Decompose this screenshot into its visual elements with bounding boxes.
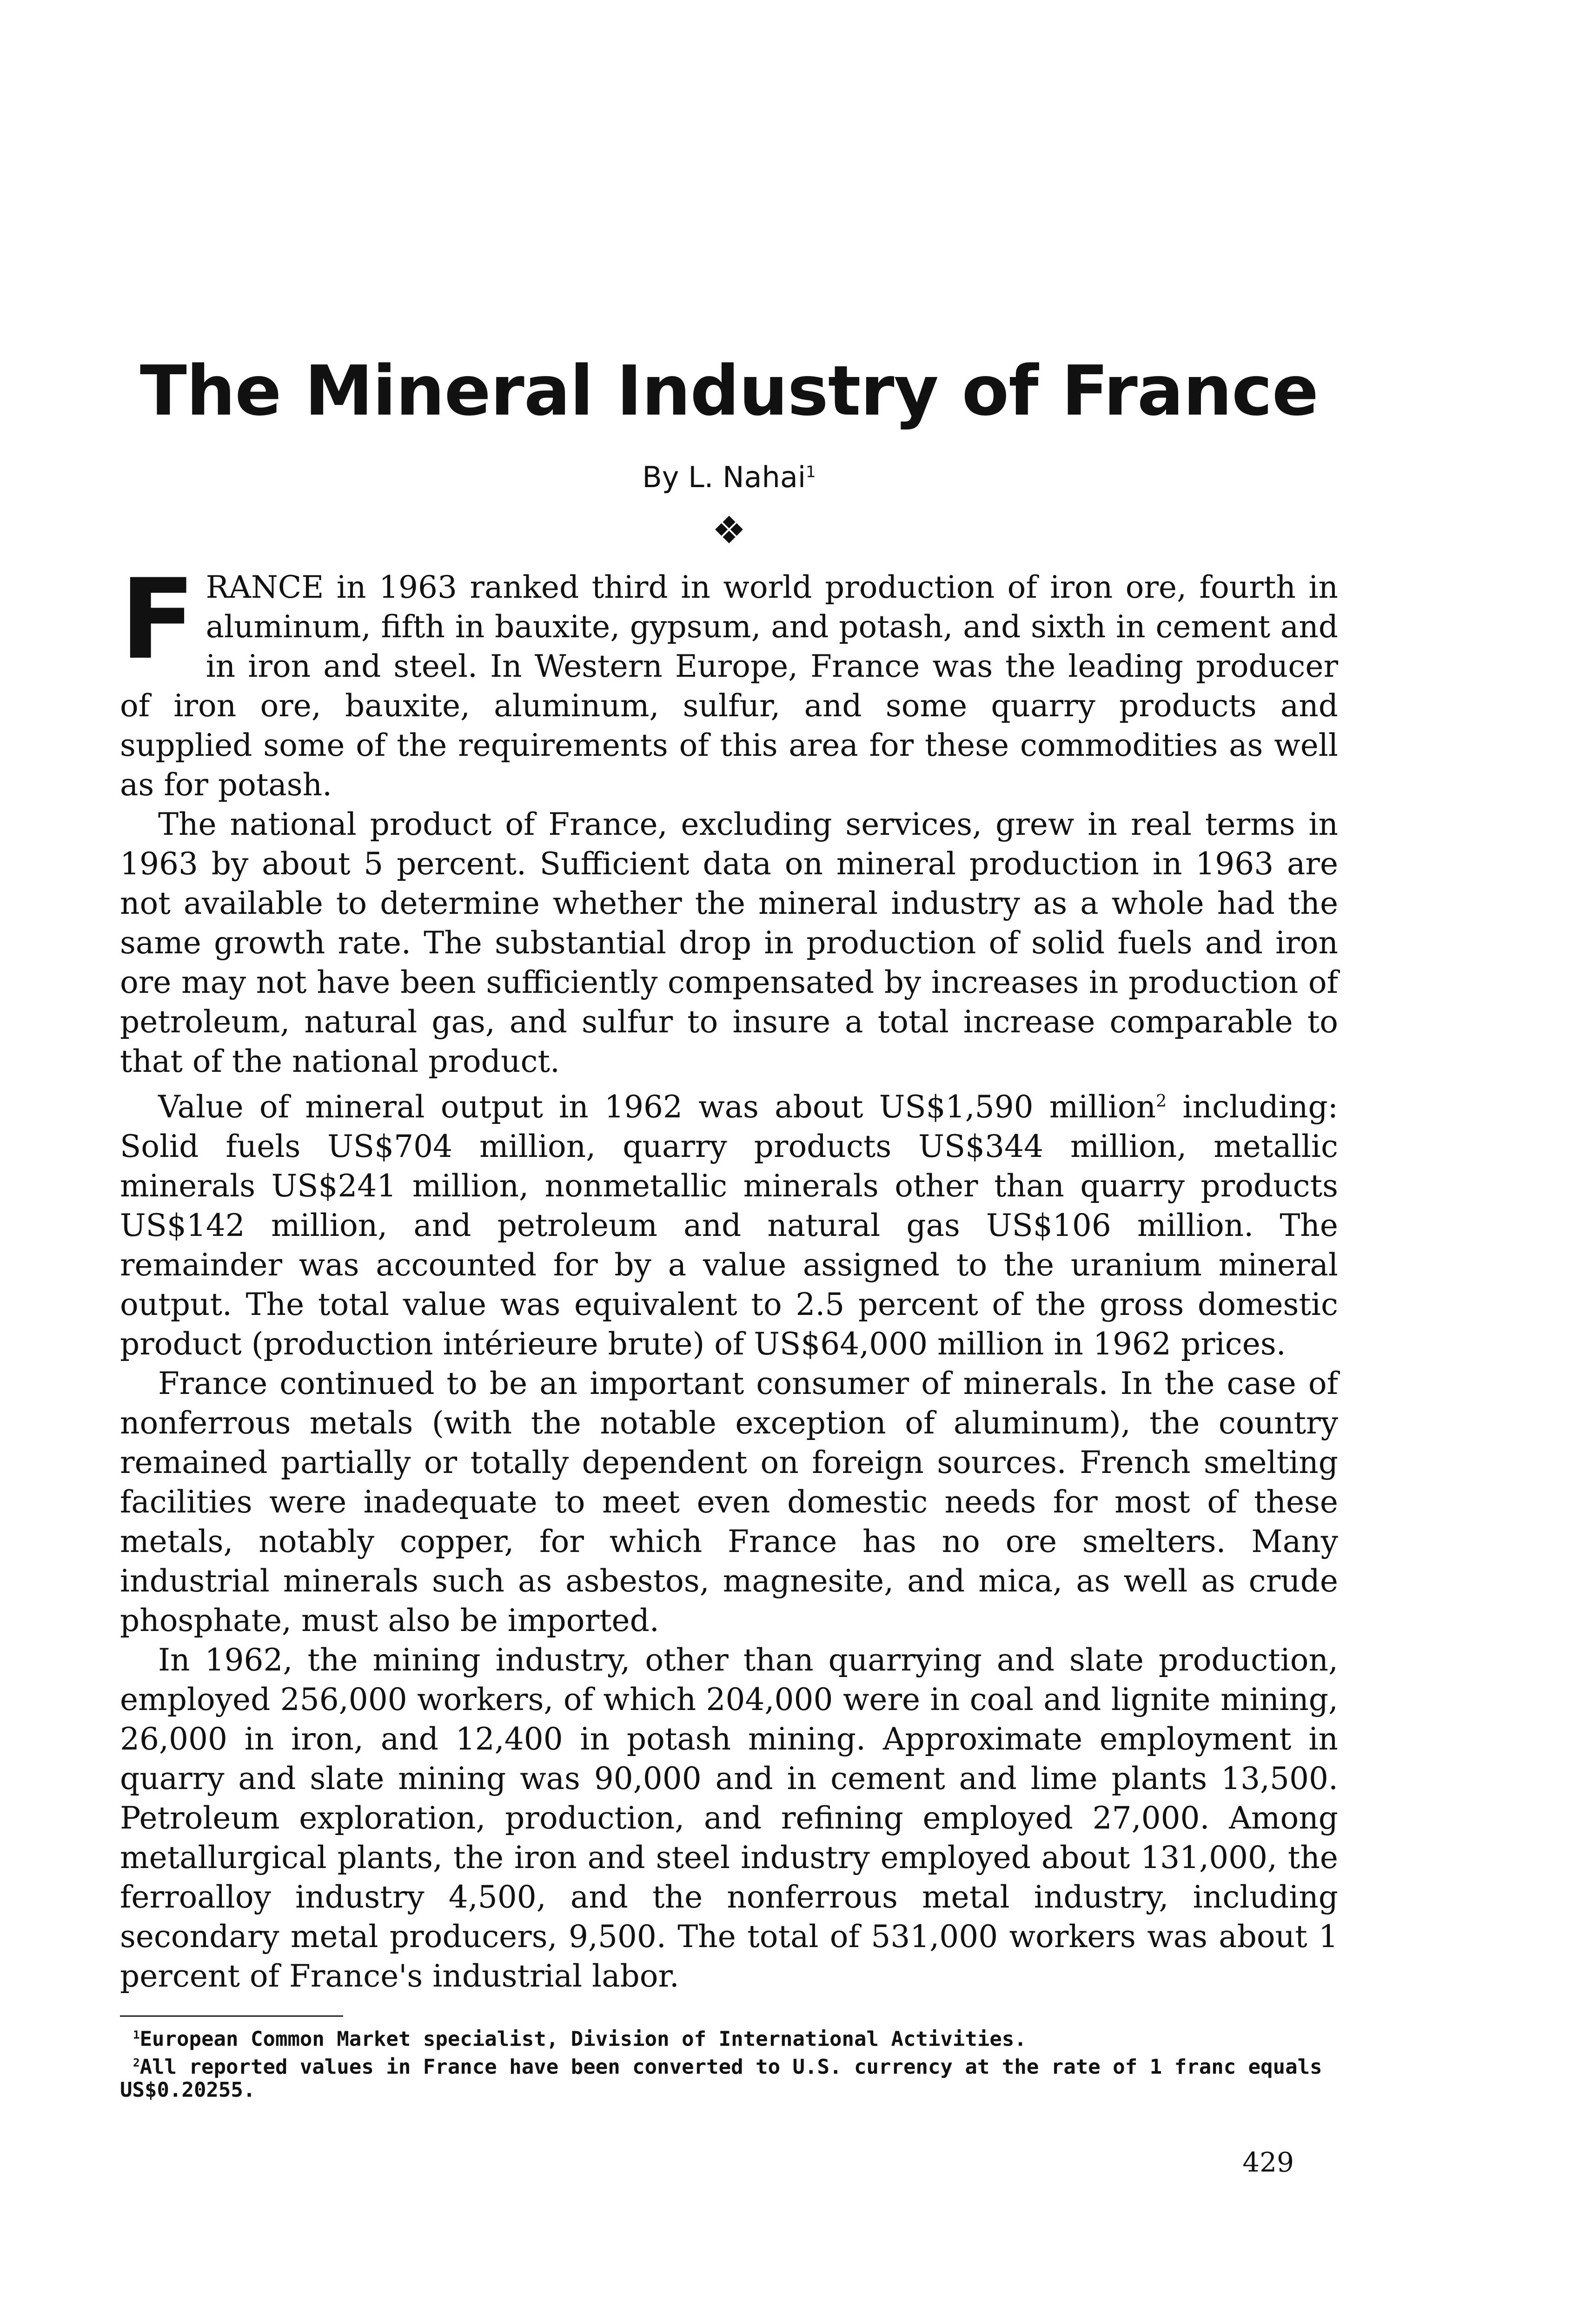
article-title: The Mineral Industry of France xyxy=(139,351,1319,431)
paragraph xyxy=(120,1081,1338,1364)
author-name: By L. Nahai xyxy=(642,460,806,494)
footnote xyxy=(120,2051,1338,2102)
paragraph-text: RANCE in 1963 ranked third in world production of iron ore, fourth in aluminum, fifth in bauxite, gypsum, and potash, and sixth in cement and in iron and steel. In Western Europe, France was the leading producer of iron ore, bauxite, aluminum, sulfur, and some quarry products and supplied some of the requirements of this area for these commodities as well as for potash. xyxy=(120,569,1338,803)
footnotes xyxy=(120,2023,1338,2102)
footnote-divider xyxy=(120,2015,343,2017)
ornament-icon: ❖ xyxy=(712,509,746,552)
footnote-marker: 2 xyxy=(133,2056,140,2069)
article-body xyxy=(120,555,1338,1996)
paragraph xyxy=(120,555,1338,805)
paragraph-text: Value of mineral output in 1962 was about US$1,590 million xyxy=(158,1089,1156,1125)
footnote-text: European Common Market specialist, Division of International Activities. xyxy=(139,2027,1027,2051)
byline xyxy=(120,462,1338,493)
footnote xyxy=(120,2023,1338,2051)
paragraph: France continued to be an important consumer of minerals. In the case of nonferrous metals (with the notable exception of aluminum), the country remained partially or totally dependent on foreign sources. French smelting facilities were inadequate to meet even domestic needs for most of these metals, notably copper, for which France has no ore smelters. Many industrial minerals such as asbestos, magnesite, and mica, as well as crude phosphate, must also be imported. xyxy=(120,1365,1338,1638)
article-page xyxy=(120,353,1338,2178)
footnote-marker: 2 xyxy=(1156,1090,1167,1111)
paragraph: The national product of France, excluding services, grew in real terms in 1963 by about 5 percent. Sufficient data on mineral production in 1963 are not available to determine whether the mineral industry as a whole had the same growth rate. The substantial drop in production of solid fuels and iron ore may not have been sufficiently compensated by increases in production of petroleum, natural gas, and sulfur to insure a total increase comparable to that of the national product. xyxy=(120,806,1338,1079)
footnote-marker: 1 xyxy=(133,2028,140,2041)
paragraph: In 1962, the mining industry, other than quarrying and slate production, employed 256,000 workers, of which 204,000 were in coal and lignite mining, 26,000 in iron, and 12,400 in potash mining. Approximate employment in quarry and slate mining was 90,000 and in cement and lime plants 13,500. Petroleum exploration, production, and refining employed 27,000. Among metallurgical plants, the iron and steel industry employed about 131,000, the ferroalloy industry 4,500, and the nonferrous metal industry, including secondary metal producers, 9,500. The total of 531,000 workers was about 1 percent of France's industrial labor. xyxy=(120,1642,1338,1994)
paragraph-text: including: Solid fuels US$704 million, quarry products US$344 million, metallic minerals US$241 million, nonmetallic minerals other than quarry products US$142 million, and petroleum and natural gas US$106 million. The remainder was accounted for by a value assigned to the uranium mineral output. The total value was equivalent to 2.5 percent of the gross domestic product (production intérieure brute) of US$64,000 million in 1962 prices. xyxy=(120,1089,1338,1362)
footnote-marker: 1 xyxy=(806,462,816,482)
footnote-text: All reported values in France have been converted to U.S. currency at the rate of 1 franc equals US$0.20255. xyxy=(120,2055,1322,2102)
page-number: 429 xyxy=(1242,2146,1294,2179)
drop-cap: F xyxy=(120,555,196,684)
